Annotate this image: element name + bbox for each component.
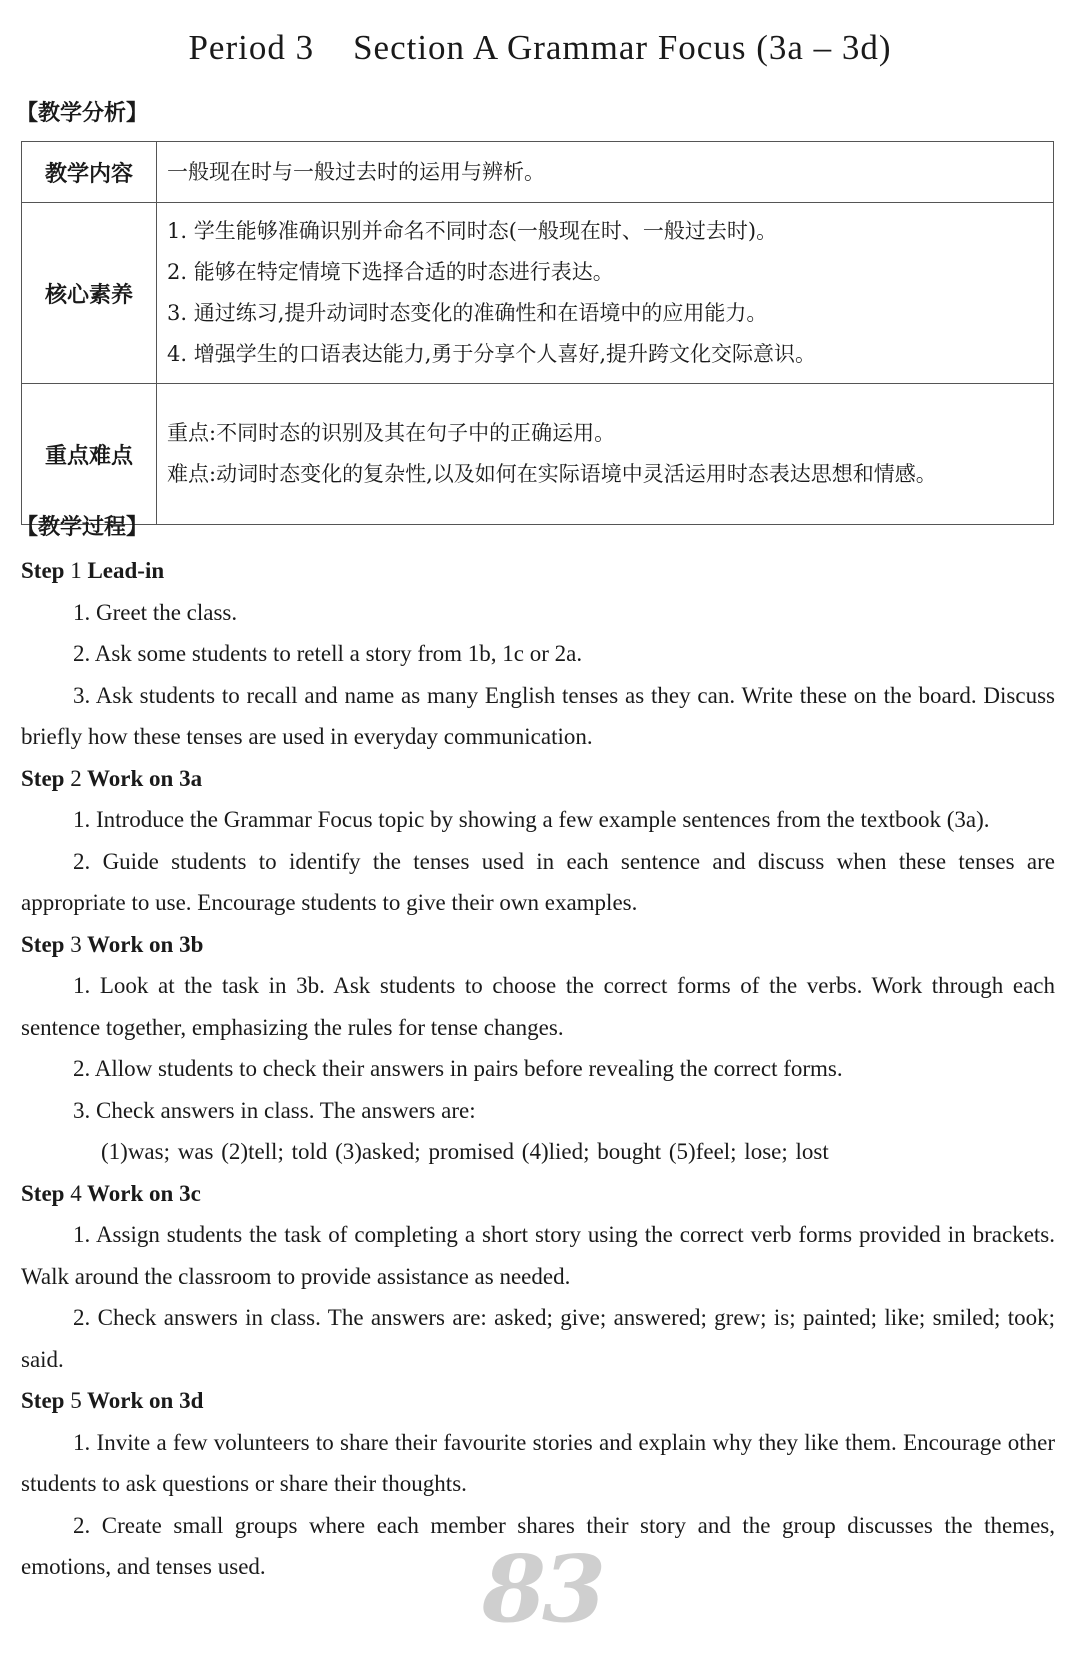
- step-paragraph: 1. Look at the task in 3b. Ask students to choose the correct forms of the verbs. Work through each sentence together, emphasizing the rules for tense changes.: [21, 973, 1055, 1040]
- table-row-core-literacy: [22, 203, 1054, 384]
- row-label: 重点难点: [22, 384, 157, 525]
- step-paragraph: 3. Check answers in class. The answers are:: [73, 1097, 476, 1123]
- step-paragraph: 1. Assign students the task of completing a short story using the correct verb forms provided in brackets. Walk around the classroom to provide assistance as needed.: [21, 1222, 1055, 1289]
- list-item: 难点:动词时态变化的复杂性,以及如何在实际语境中灵活运用时态表达思想和情感。: [167, 462, 937, 486]
- step-number: 3: [70, 931, 82, 957]
- step-number: 2: [70, 765, 82, 791]
- answer-key: (1)was; was (2)tell; told (3)asked; promised (4)lied; bought (5)feel; lose; lost: [101, 1139, 829, 1164]
- list-item: 4. 增强学生的口语表达能力,勇于分享个人喜好,提升跨文化交际意识。: [167, 342, 817, 366]
- step-prefix: Step: [21, 1388, 65, 1413]
- process-heading: 【教学过程】: [16, 515, 149, 540]
- step-heading: [21, 550, 1055, 592]
- step-paragraph: 2. Create small groups where each member shares their story and the group discusses the themes, emotions, and tenses used.: [21, 1512, 1055, 1579]
- step-prefix: Step: [21, 765, 65, 791]
- row-content: [157, 384, 1054, 525]
- step-paragraph: 2. Ask some students to retell a story from 1b, 1c or 2a.: [73, 641, 583, 666]
- step-name: Work on 3a: [87, 765, 203, 791]
- step-heading: [21, 1173, 1055, 1215]
- step-paragraph: 1. Greet the class.: [73, 599, 238, 625]
- step-number: 1: [70, 558, 82, 583]
- step-paragraph: 2. Check answers in class. The answers are: asked; give; answered; grew; is; painted; like; smiled; took; said.: [21, 1305, 1055, 1372]
- list-item: 2. 能够在特定情境下选择合适的时态进行表达。: [167, 260, 614, 284]
- list-item: 3. 通过练习,提升动词时态变化的准确性和在语境中的应用能力。: [167, 301, 768, 325]
- analysis-table: [21, 141, 1054, 525]
- step-prefix: Step: [21, 931, 65, 957]
- analysis-heading: 【教学分析】: [16, 101, 149, 126]
- row-label: 教学内容: [22, 142, 157, 203]
- row-content: [157, 203, 1054, 384]
- step-paragraph: 1. Invite a few volunteers to share their favourite stories and explain why they like them. Encourage other students to ask questions or share their thoughts.: [21, 1429, 1055, 1496]
- row-label: 核心素养: [22, 203, 157, 384]
- step-name: Work on 3d: [87, 1388, 204, 1413]
- step-heading: [21, 924, 1055, 966]
- step-prefix: Step: [21, 558, 65, 583]
- step-name: Lead-in: [87, 558, 165, 583]
- step-heading: [21, 1380, 1055, 1422]
- row-content: 一般现在时与一般过去时的运用与辨析。: [157, 142, 1054, 203]
- step-paragraph: 2. Allow students to check their answers in pairs before revealing the correct forms.: [73, 1056, 843, 1081]
- table-row-key-points: [22, 384, 1054, 525]
- table-row-content: [22, 142, 1054, 203]
- step-name: Work on 3b: [87, 931, 204, 957]
- list-item: 重点:不同时态的识别及其在句子中的正确运用。: [167, 421, 616, 445]
- step-number: 4: [70, 1180, 82, 1206]
- step-name: Work on 3c: [87, 1180, 201, 1206]
- teaching-process: [21, 550, 1055, 1588]
- page-title: Period 3 Section A Grammar Focus (3a – 3d): [188, 28, 892, 67]
- step-prefix: Step: [21, 1180, 65, 1206]
- step-paragraph: 2. Guide students to identify the tenses used in each sentence and discuss when these tenses are appropriate to use. Encourage students to give their own examples.: [21, 848, 1055, 915]
- step-number: 5: [70, 1388, 82, 1413]
- step-paragraph: 1. Introduce the Grammar Focus topic by showing a few example sentences from the textbook (3a).: [73, 807, 990, 832]
- step-heading: [21, 758, 1055, 800]
- page-number: 83: [482, 1535, 603, 1643]
- list-item: 1. 学生能够准确识别并命名不同时态(一般现在时、一般过去时)。: [167, 219, 778, 243]
- step-paragraph: 3. Ask students to recall and name as many English tenses as they can. Write these on the board. Discuss briefly how these tenses are used in everyday communication.: [21, 682, 1055, 749]
